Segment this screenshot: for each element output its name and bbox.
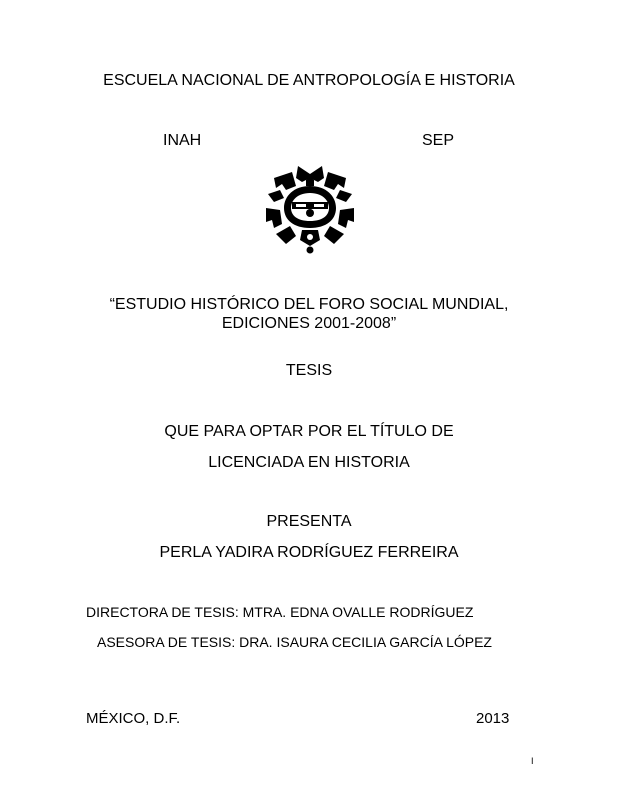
enah-emblem-icon <box>262 164 358 254</box>
year-label: 2013 <box>476 710 510 727</box>
thesis-title-line-2: EDICIONES 2001-2008” <box>221 315 397 332</box>
thesis-advisor: ASESORA DE TESIS: DRA. ISAURA CECILIA GARCÍA LÓPEZ <box>97 634 492 650</box>
page-number: I <box>531 756 534 766</box>
inah-label: INAH <box>163 132 202 149</box>
place-label: MÉXICO, D.F. <box>86 710 181 727</box>
institution-name: ESCUELA NACIONAL DE ANTROPOLOGÍA E HISTORIA <box>103 72 515 89</box>
document-type: TESIS <box>285 362 333 379</box>
thesis-director: DIRECTORA DE TESIS: MTRA. EDNA OVALLE RODRÍGUEZ <box>86 604 474 620</box>
thesis-title-line-1: “ESTUDIO HISTÓRICO DEL FORO SOCIAL MUNDIAL, <box>109 296 509 313</box>
degree-purpose: QUE PARA OPTAR POR EL TÍTULO DE <box>164 423 454 440</box>
presenta-label: PRESENTA <box>266 513 352 530</box>
author-name: PERLA YADIRA RODRÍGUEZ FERREIRA <box>159 544 459 561</box>
sep-label: SEP <box>422 132 455 149</box>
degree-name: LICENCIADA EN HISTORIA <box>208 454 410 471</box>
